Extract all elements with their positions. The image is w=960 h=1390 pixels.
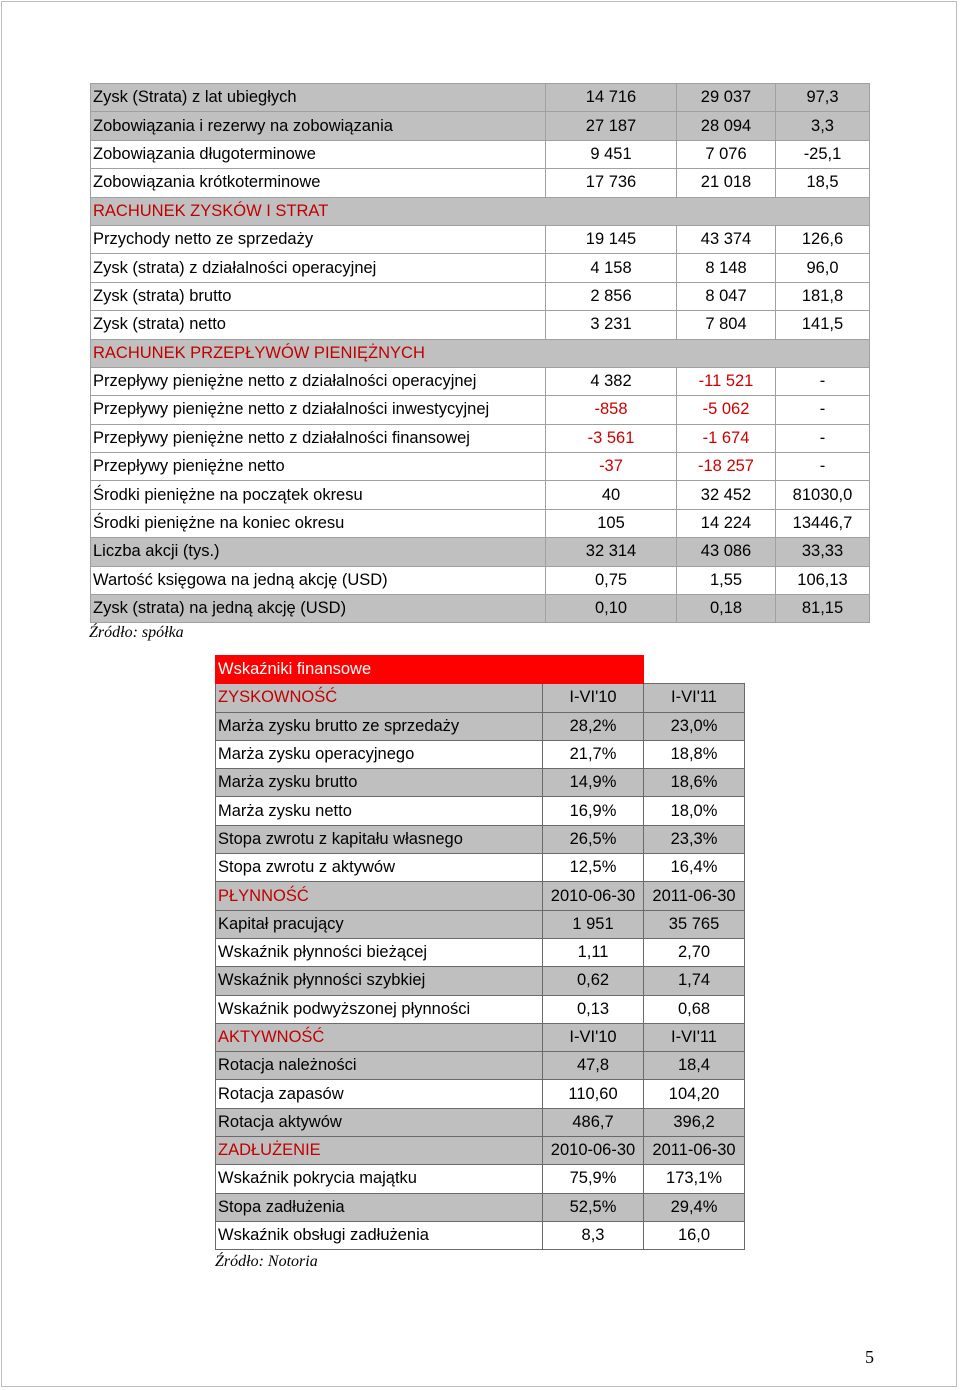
value-period-2: 0,68 <box>644 995 745 1023</box>
table-row <box>91 509 870 537</box>
value-2011: 29 037 <box>677 84 776 112</box>
row-label: Zysk (Strata) z lat ubiegłych <box>91 84 546 112</box>
table-row <box>216 797 745 825</box>
page-number: 5 <box>865 1347 874 1367</box>
value-change: 81030,0 <box>776 481 870 509</box>
table-row <box>216 910 745 938</box>
value-change: - <box>776 453 870 481</box>
table-row <box>91 112 870 140</box>
balance-summary-table <box>90 83 870 623</box>
table-row <box>216 854 745 882</box>
value-2010: 4 158 <box>546 254 677 282</box>
row-label: Wartość księgowa na jedną akcję (USD) <box>91 566 546 594</box>
row-label: Marża zysku brutto ze sprzedaży <box>216 712 543 740</box>
value-change: 141,5 <box>776 311 870 339</box>
value-2011: -1 674 <box>677 424 776 452</box>
table2-source-note: Źródło: Notoria <box>215 1253 318 1270</box>
value-2011: -18 257 <box>677 453 776 481</box>
section-title: ZADŁUŻENIE <box>216 1137 543 1165</box>
value-period-1: 110,60 <box>543 1080 644 1108</box>
table-row <box>91 254 870 282</box>
value-period-1: 21,7% <box>543 740 644 768</box>
table-row <box>91 566 870 594</box>
period-1: I-VI'10 <box>543 1023 644 1051</box>
value-period-2: 18,4 <box>644 1052 745 1080</box>
value-change: - <box>776 367 870 395</box>
table-row <box>216 1221 745 1249</box>
value-period-2: 104,20 <box>644 1080 745 1108</box>
value-period-1: 8,3 <box>543 1221 644 1249</box>
row-label: Przepływy pieniężne netto z działalności finansowej <box>91 424 546 452</box>
value-change: - <box>776 424 870 452</box>
value-period-2: 1,74 <box>644 967 745 995</box>
table-row <box>91 140 870 168</box>
table-row <box>216 1165 745 1193</box>
value-2010: 3 231 <box>546 311 677 339</box>
value-period-2: 23,0% <box>644 712 745 740</box>
value-2011: 32 452 <box>677 481 776 509</box>
row-label: Marża zysku brutto <box>216 769 543 797</box>
value-period-2: 18,8% <box>644 740 745 768</box>
table-row <box>216 967 745 995</box>
period-2: 2011-06-30 <box>644 882 745 910</box>
row-label: Zobowiązania krótkoterminowe <box>91 169 546 197</box>
section-header-row <box>91 197 870 225</box>
section-title: RACHUNEK ZYSKÓW I STRAT <box>91 197 870 225</box>
blank-cell <box>644 656 745 684</box>
value-change: 97,3 <box>776 84 870 112</box>
value-change: - <box>776 396 870 424</box>
table-row <box>91 169 870 197</box>
value-period-2: 2,70 <box>644 938 745 966</box>
section-title: PŁYNNOŚĆ <box>216 882 543 910</box>
row-label: Stopa zadłużenia <box>216 1193 543 1221</box>
table-row <box>91 424 870 452</box>
row-label: Zysk (strata) brutto <box>91 282 546 310</box>
value-2011: 43 374 <box>677 225 776 253</box>
table-row <box>216 1193 745 1221</box>
table-row <box>216 769 745 797</box>
value-period-2: 35 765 <box>644 910 745 938</box>
row-label: Przychody netto ze sprzedaży <box>91 225 546 253</box>
value-change: 3,3 <box>776 112 870 140</box>
value-2011: 0,18 <box>677 595 776 623</box>
table-row <box>216 740 745 768</box>
value-period-1: 0,13 <box>543 995 644 1023</box>
row-label: Zysk (strata) z działalności operacyjnej <box>91 254 546 282</box>
table-row <box>91 367 870 395</box>
value-2010: -858 <box>546 396 677 424</box>
row-label: Wskaźnik płynności szybkiej <box>216 967 543 995</box>
row-label: Przepływy pieniężne netto z działalności inwestycyjnej <box>91 396 546 424</box>
value-2010: 19 145 <box>546 225 677 253</box>
value-period-1: 1 951 <box>543 910 644 938</box>
period-1: 2010-06-30 <box>543 1137 644 1165</box>
value-period-1: 14,9% <box>543 769 644 797</box>
value-change: 81,15 <box>776 595 870 623</box>
value-period-1: 12,5% <box>543 854 644 882</box>
row-label: Środki pieniężne na koniec okresu <box>91 509 546 537</box>
value-period-1: 26,5% <box>543 825 644 853</box>
table-row <box>216 1052 745 1080</box>
table-row <box>91 84 870 112</box>
value-2010: 32 314 <box>546 538 677 566</box>
value-2011: 43 086 <box>677 538 776 566</box>
row-label: Przepływy pieniężne netto z działalności operacyjnej <box>91 367 546 395</box>
value-period-2: 16,0 <box>644 1221 745 1249</box>
row-label: Rotacja zapasów <box>216 1080 543 1108</box>
table-row <box>91 453 870 481</box>
value-2010: -3 561 <box>546 424 677 452</box>
period-2: I-VI'11 <box>644 1023 745 1051</box>
value-change: 96,0 <box>776 254 870 282</box>
row-label: Marża zysku operacyjnego <box>216 740 543 768</box>
value-2011: -11 521 <box>677 367 776 395</box>
row-label: Wskaźnik podwyższonej płynności <box>216 995 543 1023</box>
table-row <box>91 595 870 623</box>
row-label: Stopa zwrotu z aktywów <box>216 854 543 882</box>
value-period-2: 18,0% <box>644 797 745 825</box>
ratios-title-row <box>216 656 745 684</box>
period-2: 2011-06-30 <box>644 1137 745 1165</box>
period-2: I-VI'11 <box>644 684 745 712</box>
value-2010: 27 187 <box>546 112 677 140</box>
value-2011: 28 094 <box>677 112 776 140</box>
value-2010: 9 451 <box>546 140 677 168</box>
value-2011: 21 018 <box>677 169 776 197</box>
value-period-2: 173,1% <box>644 1165 745 1193</box>
value-change: -25,1 <box>776 140 870 168</box>
row-label: Wskaźnik pokrycia majątku <box>216 1165 543 1193</box>
row-label: Wskaźnik płynności bieżącej <box>216 938 543 966</box>
row-label: Zobowiązania i rezerwy na zobowiązania <box>91 112 546 140</box>
value-period-1: 16,9% <box>543 797 644 825</box>
value-change: 13446,7 <box>776 509 870 537</box>
value-2010: 14 716 <box>546 84 677 112</box>
value-2011: 1,55 <box>677 566 776 594</box>
table-row <box>216 1080 745 1108</box>
row-label: Rotacja aktywów <box>216 1108 543 1136</box>
table-row <box>91 481 870 509</box>
period-1: 2010-06-30 <box>543 882 644 910</box>
section-header-row <box>216 1023 745 1051</box>
value-period-1: 1,11 <box>543 938 644 966</box>
value-2010: -37 <box>546 453 677 481</box>
section-title: RACHUNEK PRZEPŁYWÓW PIENIĘŻNYCH <box>91 339 870 367</box>
table-row <box>91 282 870 310</box>
row-label: Stopa zwrotu z kapitału własnego <box>216 825 543 853</box>
row-label: Środki pieniężne na początek okresu <box>91 481 546 509</box>
value-period-2: 396,2 <box>644 1108 745 1136</box>
value-2010: 2 856 <box>546 282 677 310</box>
value-2011: 7 076 <box>677 140 776 168</box>
value-2010: 105 <box>546 509 677 537</box>
table-row <box>216 712 745 740</box>
value-change: 126,6 <box>776 225 870 253</box>
value-period-2: 23,3% <box>644 825 745 853</box>
value-period-1: 52,5% <box>543 1193 644 1221</box>
value-2011: 8 047 <box>677 282 776 310</box>
value-2011: 7 804 <box>677 311 776 339</box>
section-header-row <box>91 339 870 367</box>
value-change: 33,33 <box>776 538 870 566</box>
value-period-2: 29,4% <box>644 1193 745 1221</box>
table-row <box>91 311 870 339</box>
value-2011: 8 148 <box>677 254 776 282</box>
value-period-1: 0,62 <box>543 967 644 995</box>
ratios-title: Wskaźniki finansowe <box>216 656 644 684</box>
row-label: Przepływy pieniężne netto <box>91 453 546 481</box>
section-header-row <box>216 684 745 712</box>
row-label: Zobowiązania długoterminowe <box>91 140 546 168</box>
row-label: Kapitał pracujący <box>216 910 543 938</box>
section-title: AKTYWNOŚĆ <box>216 1023 543 1051</box>
table-row <box>216 938 745 966</box>
row-label: Zysk (strata) na jedną akcję (USD) <box>91 595 546 623</box>
table-row <box>91 538 870 566</box>
table-row <box>216 825 745 853</box>
value-period-2: 18,6% <box>644 769 745 797</box>
table-row <box>216 995 745 1023</box>
value-2011: 14 224 <box>677 509 776 537</box>
row-label: Marża zysku netto <box>216 797 543 825</box>
value-change: 18,5 <box>776 169 870 197</box>
period-1: I-VI'10 <box>543 684 644 712</box>
value-period-1: 28,2% <box>543 712 644 740</box>
section-header-row <box>216 1137 745 1165</box>
value-period-2: 16,4% <box>644 854 745 882</box>
value-change: 181,8 <box>776 282 870 310</box>
value-2010: 0,10 <box>546 595 677 623</box>
row-label: Liczba akcji (tys.) <box>91 538 546 566</box>
section-title: ZYSKOWNOŚĆ <box>216 684 543 712</box>
financial-ratios-table <box>215 655 745 1250</box>
section-header-row <box>216 882 745 910</box>
value-2010: 40 <box>546 481 677 509</box>
value-2011: -5 062 <box>677 396 776 424</box>
value-period-1: 47,8 <box>543 1052 644 1080</box>
row-label: Rotacja należności <box>216 1052 543 1080</box>
row-label: Zysk (strata) netto <box>91 311 546 339</box>
value-change: 106,13 <box>776 566 870 594</box>
value-2010: 4 382 <box>546 367 677 395</box>
value-2010: 0,75 <box>546 566 677 594</box>
table-row <box>216 1108 745 1136</box>
table-row <box>91 225 870 253</box>
row-label: Wskaźnik obsługi zadłużenia <box>216 1221 543 1249</box>
table-row <box>91 396 870 424</box>
value-period-1: 486,7 <box>543 1108 644 1136</box>
value-2010: 17 736 <box>546 169 677 197</box>
table1-source-note: Źródło: spółka <box>89 624 184 641</box>
value-period-1: 75,9% <box>543 1165 644 1193</box>
